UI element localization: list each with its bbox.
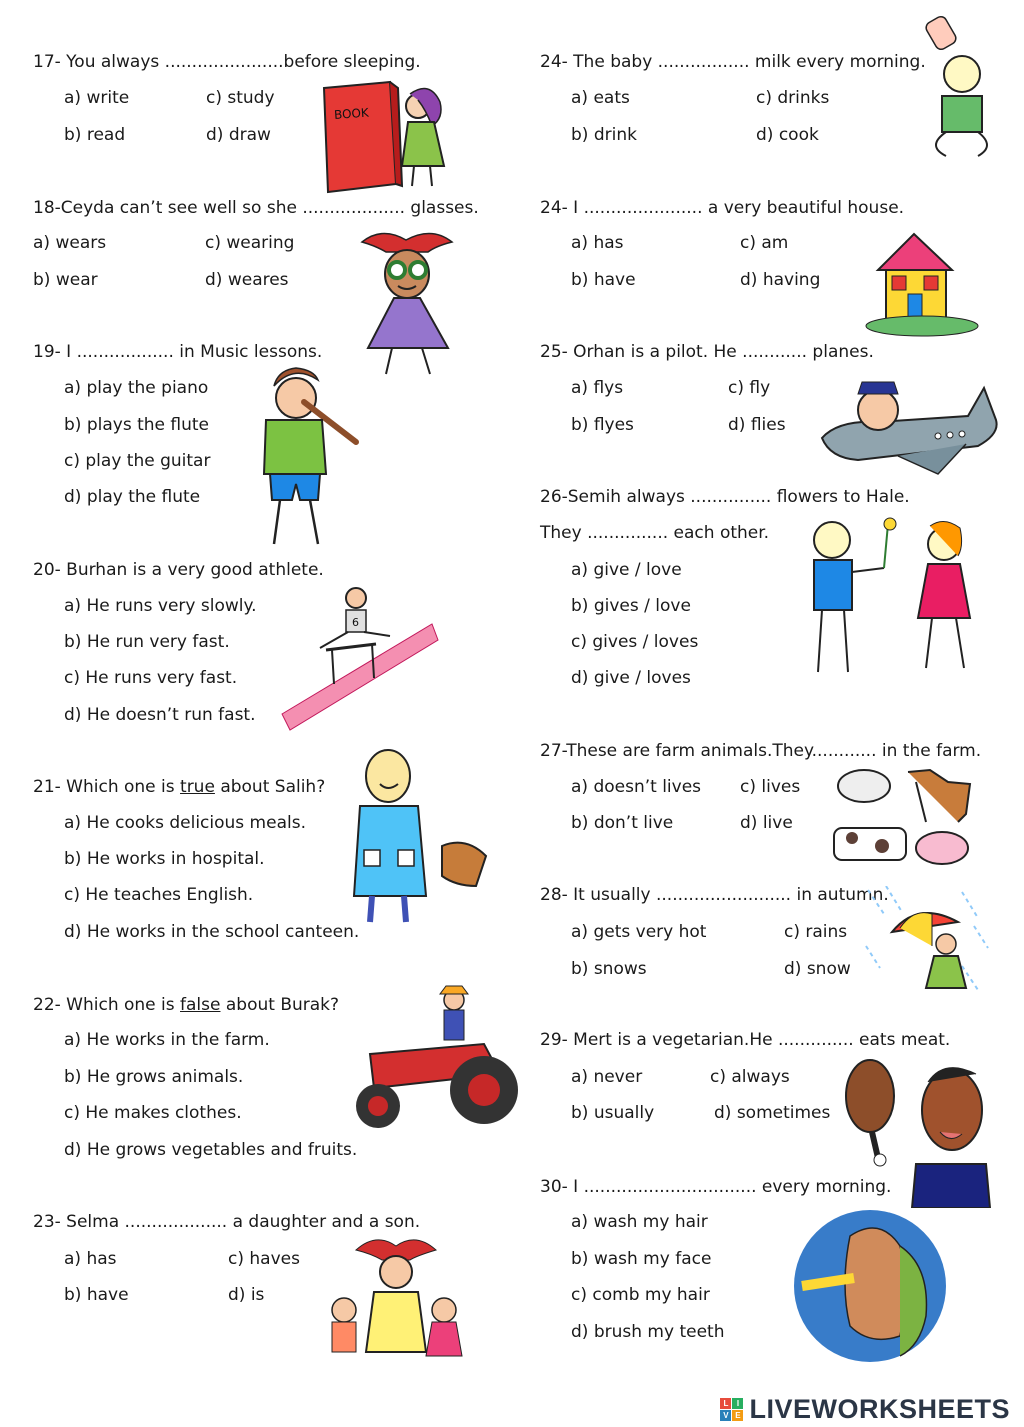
pilot-plane-illustration [818, 364, 1002, 480]
combing-hair-illustration [790, 1206, 950, 1366]
nurse-illustration [346, 746, 496, 926]
q20-stem: 20- Burhan is a very good athlete. [33, 560, 324, 580]
q22-stem: 22- Which one is false about Burak? [33, 995, 340, 1015]
q20-option-c[interactable]: c) He runs very fast. [64, 668, 238, 688]
boy-flute-illustration [256, 364, 366, 560]
q28-option-b[interactable]: b) snows [571, 959, 647, 979]
q27-option-d[interactable]: d) live [740, 813, 793, 833]
q22-option-a[interactable]: a) He works in the farm. [64, 1030, 270, 1050]
baby-bottle-illustration [916, 14, 996, 164]
liveworksheets-brand[interactable] [720, 1395, 1010, 1423]
q19-option-c[interactable]: c) play the guitar [64, 451, 211, 471]
q22-keyword: false [180, 995, 221, 1015]
q21-option-b[interactable]: b) He works in hospital. [64, 849, 265, 869]
q17-stem: 17- You always ......................before sleeping. [33, 52, 421, 72]
q21-option-a[interactable]: a) He cooks delicious meals. [64, 813, 306, 833]
q21-stem: 21- Which one is true about Salih? [33, 777, 326, 797]
q23-stem: 23- Selma ................... a daughter and a son. [33, 1212, 421, 1232]
farm-animals-illustration [830, 762, 980, 878]
q30-option-a[interactable]: a) wash my hair [571, 1212, 708, 1232]
q23-option-c[interactable]: c) haves [228, 1249, 300, 1269]
q23-option-d[interactable]: d) is [228, 1285, 265, 1305]
boy-girl-flower-illustration [804, 516, 984, 682]
q17-option-c[interactable]: c) study [206, 88, 275, 108]
q27-option-c[interactable]: c) lives [740, 777, 801, 797]
liveworksheets-logo-icon: L I V E [720, 1398, 743, 1421]
q21-keyword: true [180, 777, 215, 797]
q24b-option-d[interactable]: d) having [740, 270, 821, 290]
farmer-tractor-illustration [344, 984, 524, 1134]
q25-option-a[interactable]: a) flys [571, 378, 624, 398]
book-label: BOOK [333, 105, 370, 122]
q30-option-d[interactable]: d) brush my teeth [571, 1322, 725, 1342]
brand-name: LIVEWORKSHEETS [749, 1393, 1010, 1424]
q24a-option-c[interactable]: c) drinks [756, 88, 830, 108]
q25-option-d[interactable]: d) flies [728, 415, 786, 435]
q18-option-d[interactable]: d) weares [205, 270, 289, 290]
girl-glasses-illustration [352, 224, 462, 384]
q29-option-a[interactable]: a) never [571, 1067, 643, 1087]
q25-option-b[interactable]: b) flyes [571, 415, 634, 435]
q30-stem: 30- I ................................ every morning. [540, 1177, 892, 1197]
q28-option-c[interactable]: c) rains [784, 922, 848, 942]
q29-option-c[interactable]: c) always [710, 1067, 790, 1087]
q30-option-c[interactable]: c) comb my hair [571, 1285, 710, 1305]
q29-option-b[interactable]: b) usually [571, 1103, 655, 1123]
q26-stem: 26-Semih always ............... flowers to Hale. [540, 487, 910, 507]
q22-option-b[interactable]: b) He grows animals. [64, 1067, 244, 1087]
q24b-stem: 24- I ...................... a very beautiful house. [540, 198, 905, 218]
q18-stem: 18-Ceyda can’t see well so she ................... glasses. [33, 198, 479, 218]
q21-option-c[interactable]: c) He teaches English. [64, 885, 254, 905]
q24b-option-b[interactable]: b) have [571, 270, 636, 290]
q20-option-a[interactable]: a) He runs very slowly. [64, 596, 257, 616]
q20-option-b[interactable]: b) He run very fast. [64, 632, 230, 652]
q17-option-a[interactable]: a) write [64, 88, 130, 108]
q22-option-c[interactable]: c) He makes clothes. [64, 1103, 242, 1123]
q25-option-c[interactable]: c) fly [728, 378, 771, 398]
book-reading-illustration [318, 74, 448, 194]
q28-option-d[interactable]: d) snow [784, 959, 851, 979]
q29-stem: 29- Mert is a vegetarian.He .............. eats meat. [540, 1030, 951, 1050]
q30-option-b[interactable]: b) wash my face [571, 1249, 712, 1269]
q26-option-b[interactable]: b) gives / love [571, 596, 691, 616]
q27-stem: 27-These are farm animals.They............ in the farm. [540, 741, 982, 761]
q26-option-d[interactable]: d) give / loves [571, 668, 691, 688]
family-illustration [316, 1232, 466, 1382]
q19-option-b[interactable]: b) plays the flute [64, 415, 209, 435]
q18-option-b[interactable]: b) wear [33, 270, 98, 290]
q17-option-b[interactable]: b) read [64, 125, 126, 145]
q23-option-b[interactable]: b) have [64, 1285, 129, 1305]
q19-stem: 19- I .................. in Music lessons. [33, 342, 323, 362]
girl-umbrella-illustration [862, 886, 992, 1012]
q26-stem-line2: They ............... each other. [540, 523, 770, 543]
q24b-option-c[interactable]: c) am [740, 233, 789, 253]
q18-option-c[interactable]: c) wearing [205, 233, 295, 253]
q24a-option-d[interactable]: d) cook [756, 125, 819, 145]
q25-stem: 25- Orhan is a pilot. He ............ planes. [540, 342, 874, 362]
q21-option-d[interactable]: d) He works in the school canteen. [64, 922, 360, 942]
q19-option-a[interactable]: a) play the piano [64, 378, 209, 398]
q27-option-b[interactable]: b) don’t live [571, 813, 674, 833]
q29-option-d[interactable]: d) sometimes [714, 1103, 831, 1123]
runner-number: 6 [352, 616, 359, 629]
q23-option-a[interactable]: a) has [64, 1249, 117, 1269]
q26-option-a[interactable]: a) give / love [571, 560, 682, 580]
q20-option-d[interactable]: d) He doesn’t run fast. [64, 705, 256, 725]
q19-option-d[interactable]: d) play the flute [64, 487, 201, 507]
q27-option-a[interactable]: a) doesn’t lives [571, 777, 702, 797]
q24a-option-a[interactable]: a) eats [571, 88, 630, 108]
q24b-option-a[interactable]: a) has [571, 233, 624, 253]
q22-option-d[interactable]: d) He grows vegetables and fruits. [64, 1140, 358, 1160]
q24a-stem: 24- The baby ................. milk every morning. [540, 52, 926, 72]
q26-option-c[interactable]: c) gives / loves [571, 632, 699, 652]
q17-option-d[interactable]: d) draw [206, 125, 271, 145]
q24a-option-b[interactable]: b) drink [571, 125, 637, 145]
house-illustration [862, 220, 992, 338]
vegetarian-man-illustration [844, 1052, 994, 1208]
q18-option-a[interactable]: a) wears [33, 233, 107, 253]
runner-hurdle-illustration [272, 584, 442, 734]
q28-stem: 28- It usually ......................... in autumn. [540, 885, 889, 905]
q28-option-a[interactable]: a) gets very hot [571, 922, 707, 942]
